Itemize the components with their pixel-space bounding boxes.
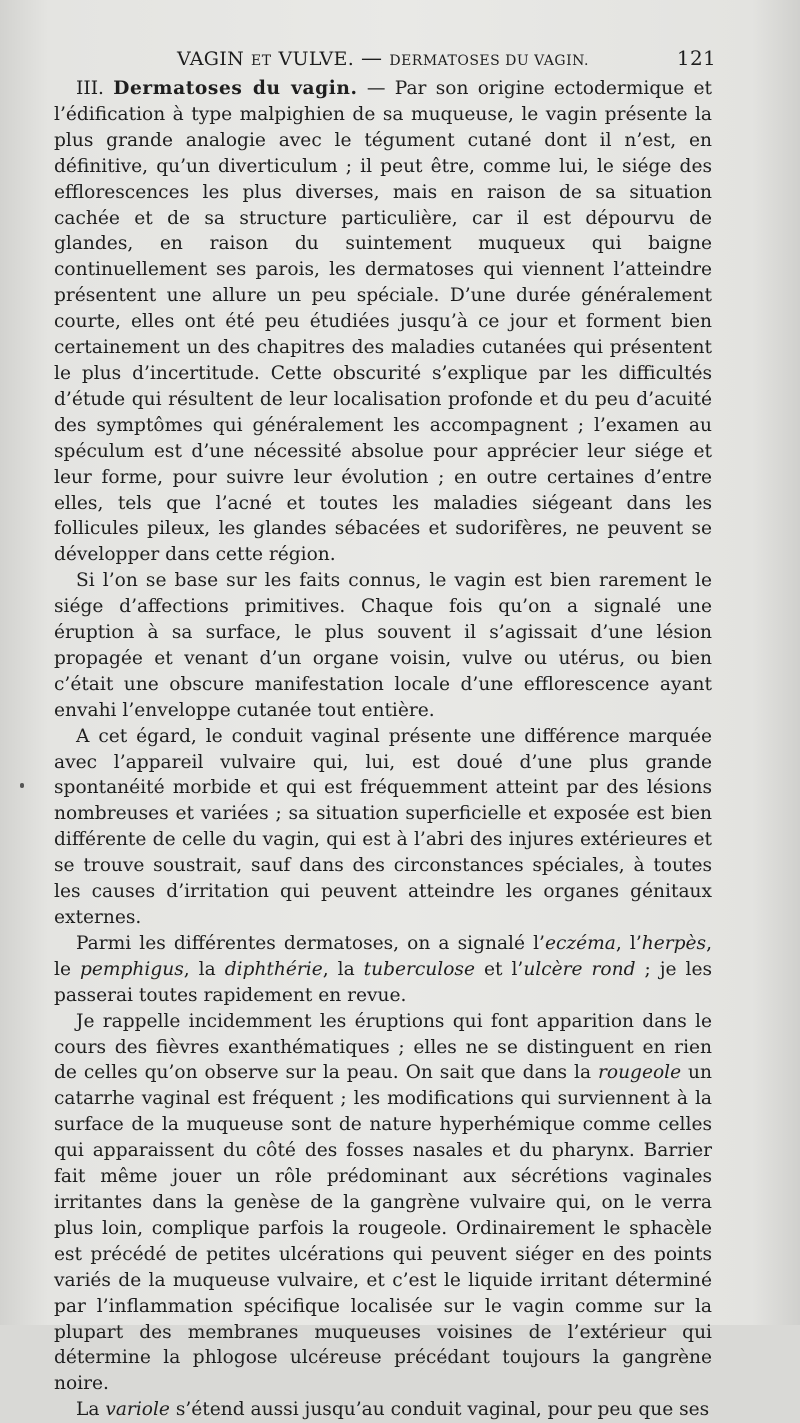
paragraph-2: Si l’on se base sur les faits connus, le vagin est bien rarement le siége d’affections primitives. Chaque fois qu’on a signalé une éruption à sa surface, le plus souvent il s’agissait d’une lésion propagée et venant d’un organe voisin, vulve ou utérus, ou bien c’était une obscure manifestation locale d’une efflorescence ayant envahi l’enveloppe cutanée tout entière. bbox=[54, 570, 712, 721]
paragraph-4-text: Parmi les différentes dermatoses, on a signalé l’ bbox=[76, 932, 545, 954]
paragraph-3: A cet égard, le conduit vaginal présente une différence marquée avec l’appareil vulvaire qui, lui, est doué d’une plus grande spontanéité morbide et qui est fréquemment atteint par des lésions nombreuses et variées ; sa situation superficielle et exposée est bien différente de celle du vagin, qui est à l’abri des injures extérieures et se trouve soustrait, sauf dans des circonstances spéciales, à toutes les causes d’irritation qui peuvent atteindre les organes génitaux externes. bbox=[54, 725, 712, 928]
term-pemphigus: pemphigus bbox=[79, 958, 184, 980]
header-title-et: ET bbox=[250, 53, 272, 69]
paragraph-5-text: Je rappelle incidemment les éruptions qui font apparition dans le cours des fièvres exanthématiques ; elles ne se distinguent en rien de celles qu’on observe sur la peau. On sait que dans la bbox=[54, 1010, 712, 1084]
body-text bbox=[54, 76, 712, 1423]
paragraph-4-text: , la bbox=[322, 958, 364, 980]
term-variole: variole bbox=[105, 1399, 170, 1421]
paragraph-1 bbox=[54, 76, 712, 568]
section-title: Dermatoses du vagin. bbox=[113, 78, 358, 99]
section-number: III. bbox=[76, 78, 104, 99]
running-header bbox=[54, 40, 716, 76]
term-tuberculose: tuberculose bbox=[363, 958, 475, 980]
paragraph-5 bbox=[54, 1009, 712, 1398]
paragraph-4-text: , la bbox=[183, 958, 225, 980]
term-rougeole: rougeole bbox=[598, 1062, 682, 1084]
header-dash: — bbox=[361, 46, 383, 70]
paragraph-6-text: La bbox=[76, 1399, 106, 1421]
paragraph-4-text: , l’ bbox=[615, 932, 642, 954]
term-diphtherie: diphthérie bbox=[224, 958, 323, 980]
term-ulcere-rond: ulcère rond bbox=[523, 958, 636, 980]
paragraph-6 bbox=[54, 1397, 712, 1423]
paragraph-4 bbox=[54, 931, 712, 1009]
paragraph-6-text: s’étend aussi jusqu’au conduit vaginal, pour peu que ses bbox=[169, 1399, 710, 1421]
paragraph-4-text: ; je les passerai toutes rapidement en revue. bbox=[54, 958, 713, 1006]
paragraph-5-text: un catarrhe vaginal est fréquent ; les modifications qui surviennent à la surface de la muqueuse sont de nature hyperhémique comme celles qui apparaissent du côté des fosses nasales et du pharynx. Barrier fait même jouer un rôle prédominant aux sécrétions vaginales irritantes dans la genèse de la gangrène vulvaire qui, on le verra plus loin, complique parfois la rougeole. Ordinairement le sphacèle est précédé de petites ulcérations qui peuvent siéger en des points variés de la muqueuse vulvaire, et c’est le liquide irritant déterminé par l’inflammation spécifique localisée sur le vagin comme sur la plupart des membranes muqueuses voisines de l’extérieur qui détermine la phlogose ulcéreuse précédant toujours la gangrène noire. bbox=[54, 1062, 712, 1395]
paragraph-1-text: — Par son origine ectodermique et l’édification à type malpighien de sa muqueuse, le vagin présente la plus grande analogie avec le tégument cutané dont il n’est, en définitive, qu’un diverticulum ; il peut être, comme lui, le siége des efflorescences les plus diverses, mais en raison de sa situation cachée et de sa structure particulière, car il est dépourvu de glandes, en raison du suintement muqueux qui baigne continuellement ses parois, les dermatoses qui viennent l’atteindre présentent une allure un peu spéciale. D’une durée généralement courte, elles ont été peu étudiées jusqu’à ce jour et forment bien certainement un des chapitres des maladies cutanées qui présentent le plus d’incertitude. Cette obscurité s’explique par les difficultés d’étude qui résultent de leur localisation profonde et du peu d’acuité des symptômes qui généralement les accompagnent ; l’examen au spéculum est d’une nécessité absolue pour apprécier leur siége et leur forme, pour suivre leur évolution ; en outre certaines d’entre elles, tels que l’acné et toutes les maladies siégeant dans les follicules pileux, les glandes sébacées et sudorifères, ne peuvent se développer dans cette région. bbox=[54, 78, 712, 566]
term-eczema: eczéma bbox=[544, 932, 616, 954]
margin-mark bbox=[20, 783, 24, 788]
paragraph-4-text: et l’ bbox=[474, 958, 524, 980]
header-title-vulve: VULVE. bbox=[278, 48, 355, 70]
header-subtitle: DERMATOSES DU VAGIN. bbox=[389, 53, 589, 69]
term-herpes: herpès bbox=[641, 932, 707, 954]
page-number: 121 bbox=[676, 46, 716, 70]
header-title-vagin: VAGIN bbox=[177, 48, 244, 70]
paragraph-4-text: , le bbox=[54, 932, 712, 980]
